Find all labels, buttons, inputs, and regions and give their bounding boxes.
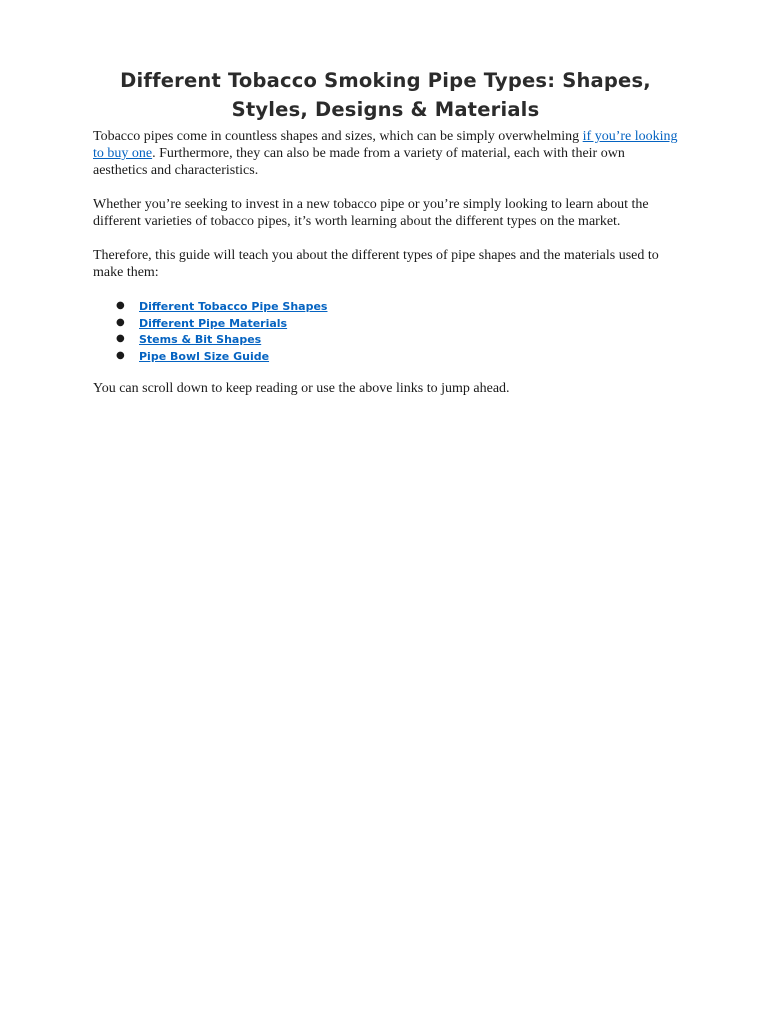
toc-item-stems bbox=[93, 331, 678, 348]
toc-link-stems-bits[interactable]: Stems & Bit Shapes bbox=[139, 333, 262, 346]
motivation-paragraph: Whether you’re seeking to invest in a new tobacco pipe or you’re simply looking to learn about the different varieties of tobacco pipes, it’s worth learning about the different types on the market. bbox=[93, 197, 649, 229]
intro-paragraph bbox=[93, 128, 678, 179]
intro-text-after-link: . Furthermore, they can also be made from a variety of material, each with their own aesthetics and characteristics. bbox=[93, 146, 625, 178]
toc-item-shapes bbox=[93, 298, 678, 315]
bullet-icon: ● bbox=[116, 333, 125, 344]
bullet-icon: ● bbox=[116, 316, 125, 328]
toc-link-pipe-shapes[interactable]: Different Tobacco Pipe Shapes bbox=[139, 300, 328, 313]
bullet-icon: ● bbox=[116, 300, 125, 311]
toc-link-bowl-size-guide[interactable]: Pipe Bowl Size Guide bbox=[139, 349, 270, 363]
bullet-icon: ● bbox=[116, 349, 125, 361]
document-page bbox=[93, 66, 678, 414]
guide-paragraph: Therefore, this guide will teach you about the different types of pipe shapes and the materials used to make them: bbox=[93, 248, 659, 280]
toc-item-bowl-size bbox=[93, 348, 678, 365]
table-of-contents bbox=[93, 298, 678, 364]
intro-text-before-link: Tobacco pipes come in countless shapes and sizes, which can be simply overwhelming bbox=[93, 129, 583, 144]
buy-pipe-link[interactable]: if you’re looking to buy one bbox=[93, 129, 678, 161]
title-line-1: Different Tobacco Smoking Pipe Types: Shapes, bbox=[120, 69, 651, 92]
toc-item-materials bbox=[93, 315, 678, 332]
closing-paragraph: You can scroll down to keep reading or use the above links to jump ahead. bbox=[93, 381, 510, 396]
document-title bbox=[93, 66, 678, 124]
title-line-2: Styles, Designs & Materials bbox=[231, 98, 540, 121]
toc-link-pipe-materials[interactable]: Different Pipe Materials bbox=[139, 316, 288, 330]
